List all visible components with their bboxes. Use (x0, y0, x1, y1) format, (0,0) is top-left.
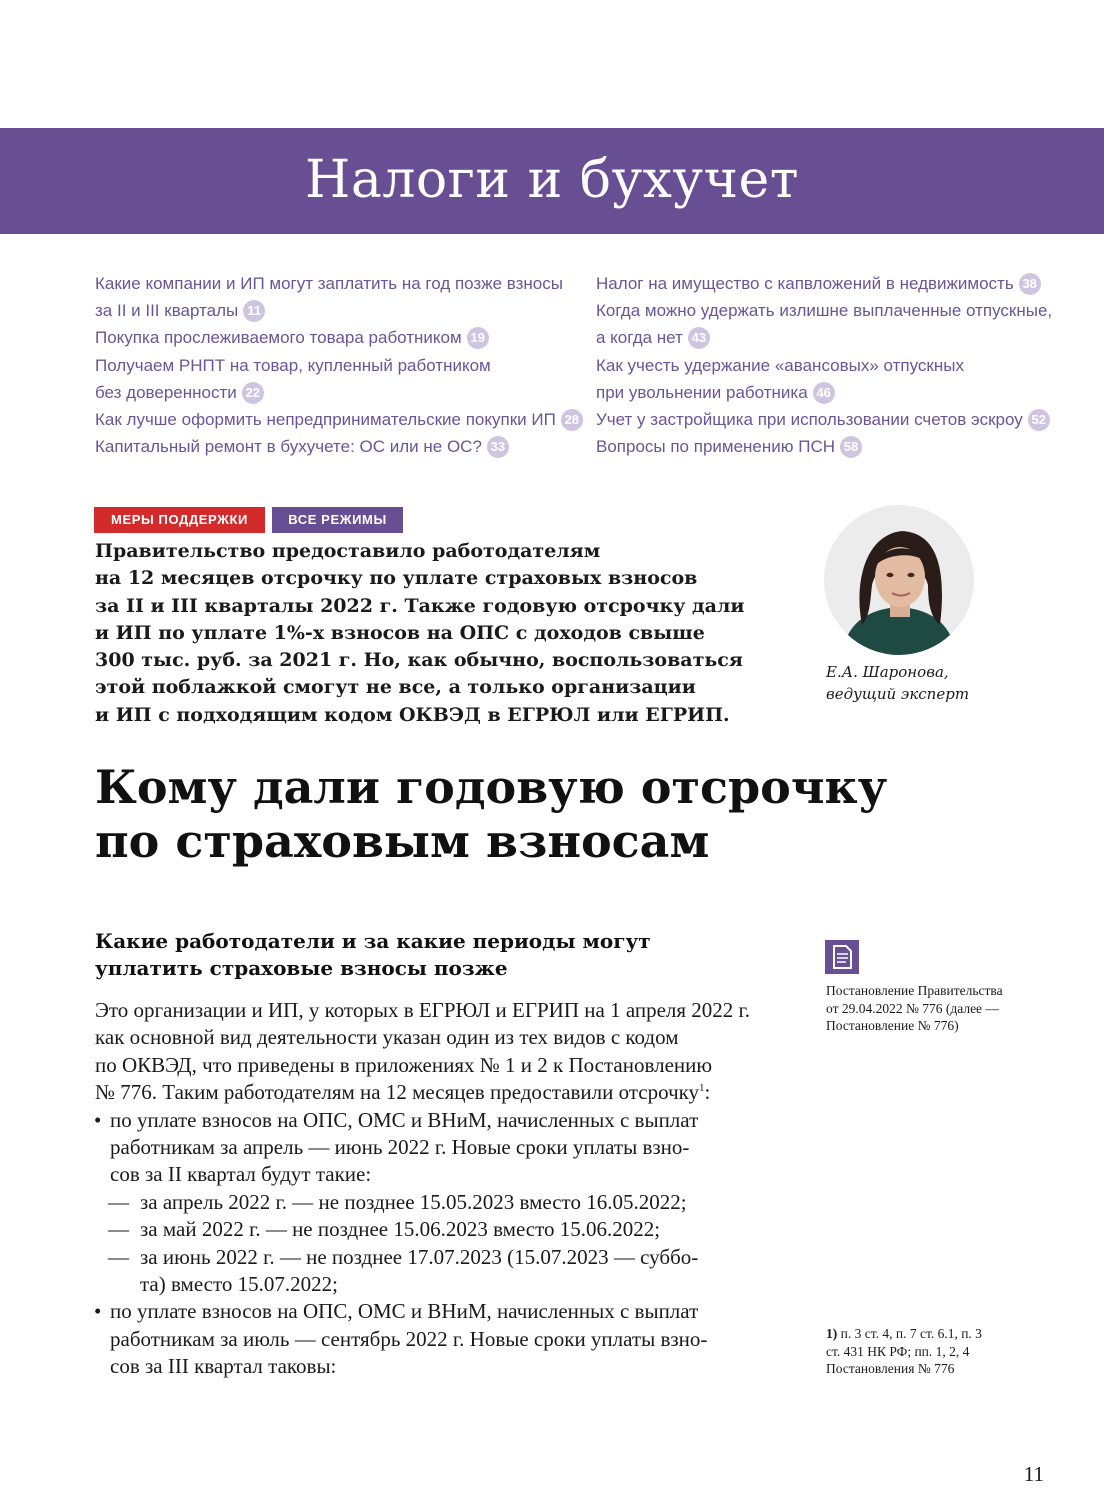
body-text: та) вместо 15.07.2022; (140, 1272, 338, 1297)
author-photo (824, 505, 974, 655)
toc-entry-line: Вопросы по применению ПСН (596, 437, 836, 457)
bullet-marker: • (94, 1107, 102, 1132)
body-line (95, 1271, 785, 1298)
body-text: по уплате взносов на ОПС, ОМС и ВНиМ, начисленных с выплат (110, 1299, 699, 1324)
page-number-badge: 33 (487, 436, 509, 458)
body-text: сов за III квартал таковы: (110, 1354, 337, 1379)
tag-support-measures: МЕРЫ ПОДДЕРЖКИ (94, 507, 265, 533)
page-number-badge: 28 (561, 409, 583, 431)
lead-line: 300 тыс. руб. за 2021 г. Но, как обычно, воспользоваться (95, 649, 743, 672)
author-caption (826, 661, 1046, 705)
body-text: № 776. Таким работодателям на 12 месяцев предоставили отсрочку (95, 1080, 700, 1105)
subheading-line: уплатить страховые взносы позже (95, 956, 508, 980)
body-text: за май 2022 г. — не позднее 15.06.2023 вместо 15.06.2022; (140, 1217, 661, 1242)
toc-entry-line: Как лучше оформить непредпринимательские покупки ИП (95, 410, 556, 430)
page-number: 11 (1023, 1462, 1044, 1486)
body-line (95, 1189, 785, 1216)
page-number-badge: 11 (243, 300, 265, 322)
footnote (826, 1325, 1036, 1378)
document-icon (825, 940, 859, 974)
body-text: работникам за июль — сентябрь 2022 г. Новые сроки уплаты взно- (110, 1326, 708, 1351)
body-line (95, 1298, 785, 1325)
body-text-tail: : (704, 1080, 711, 1105)
subheading-line: Какие работодатели и за какие периоды могут (95, 929, 651, 953)
table-of-contents-right (596, 270, 1056, 460)
author-portrait-image (824, 505, 974, 655)
toc-entry[interactable] (596, 270, 1056, 297)
author-name: Е.А. Шаронова, (826, 663, 949, 681)
footnote-number: 1) (826, 1326, 838, 1341)
toc-entry-line: а когда нет (596, 328, 683, 348)
toc-entry-line: Покупка прослеживаемого товара работником (95, 328, 462, 348)
section-banner (0, 128, 1104, 234)
lead-line: и ИП по уплате 1%-х взносов на ОПС с доходов свыше (95, 621, 705, 644)
section-title: Налоги и бухучет (304, 150, 800, 210)
lead-line: Правительство предоставило работодателям (95, 540, 601, 562)
body-text: работникам за апрель — июнь 2022 г. Новые сроки уплаты взно- (110, 1135, 690, 1160)
toc-entry-line: при увольнении работника (596, 382, 808, 402)
toc-entry-line: Капитальный ремонт в бухучете: ОС или не ОС? (95, 437, 482, 457)
bullet-marker: • (94, 1299, 102, 1324)
body-text: за апрель 2022 г. — не позднее 15.05.2023 вместо 16.05.2022; (140, 1189, 687, 1214)
lead-line: на 12 месяцев отсрочку по уплате страховых взносов (95, 567, 698, 590)
headline-line: по страховым взносам (95, 814, 710, 868)
body-line (95, 1216, 785, 1243)
tag-all-regimes: ВСЕ РЕЖИМЫ (272, 507, 403, 533)
headline-line: Кому дали годовую отсрочку (95, 760, 888, 814)
toc-entry-line: Учет у застройщика при использовании счетов эскроу (596, 410, 1023, 430)
toc-entry[interactable] (95, 433, 585, 460)
body-line (95, 1161, 785, 1188)
toc-entry-line: Налог на имущество с капвложений в недвижимость (596, 274, 1014, 293)
toc-entry-line: без доверенности (95, 382, 237, 402)
body-text: за июнь 2022 г. — не позднее 17.07.2023 (15.07.2023 — суббо- (140, 1244, 699, 1269)
toc-entry[interactable] (596, 352, 1056, 406)
table-of-contents-left (95, 270, 585, 460)
toc-entry[interactable] (596, 406, 1056, 433)
toc-entry-line: Получаем РНПТ на товар, купленный работником (95, 355, 491, 375)
toc-entry[interactable] (596, 433, 1056, 460)
side-note-line: Постановление Правительства (826, 983, 1003, 998)
side-note-line: от 29.04.2022 № 776 (далее — (826, 1000, 999, 1016)
toc-entry-line: Какие компании и ИП могут заплатить на год позже взносы (95, 274, 563, 293)
toc-entry-line: за II и III кварталы (95, 301, 239, 321)
footnote-ref[interactable]: 1 (699, 1082, 705, 1095)
side-note-line: Постановление № 776) (826, 1018, 959, 1033)
page-number-badge: 52 (1028, 409, 1050, 431)
page-number-badge: 38 (1019, 273, 1041, 295)
body-text: по уплате взносов на ОПС, ОМС и ВНиМ, начисленных с выплат (110, 1107, 699, 1132)
dash-marker: — (108, 1217, 129, 1242)
article-body (95, 997, 785, 1381)
lead-line: за II и III кварталы 2022 г. Также годовую отсрочку дали (95, 594, 745, 617)
footnote-line: п. 3 ст. 4, п. 7 ст. 6.1, п. 3 (837, 1326, 982, 1341)
body-text: сов за II квартал будут такие: (110, 1162, 372, 1187)
dash-marker: — (108, 1189, 129, 1214)
lead-paragraph (95, 538, 775, 729)
footnote-line: Постановления № 776 (826, 1361, 955, 1376)
dash-marker: — (108, 1244, 129, 1269)
page-number-badge: 58 (840, 436, 862, 458)
lead-line: этой поблажкой смогут не все, а только организации (95, 676, 696, 699)
lead-line: и ИП с подходящим кодом ОКВЭД в ЕГРЮЛ или ЕГРИП. (95, 703, 730, 726)
toc-entry[interactable] (95, 270, 585, 324)
body-line (95, 1024, 785, 1051)
section-subheading (95, 928, 795, 982)
body-text: по ОКВЭД, что приведены в приложениях № 1 и 2 к Постановлению (95, 1052, 713, 1077)
body-line (95, 1052, 785, 1079)
toc-entry[interactable] (596, 297, 1056, 351)
page-number-badge: 46 (813, 382, 835, 404)
page-number-badge: 22 (242, 382, 264, 404)
toc-entry[interactable] (95, 406, 585, 433)
body-line (95, 1107, 785, 1134)
toc-entry-line: Когда можно удержать излишне выплаченные отпускные, (596, 301, 1053, 321)
article-headline (95, 760, 915, 868)
toc-entry-line: Как учесть удержание «авансовых» отпускных (596, 355, 964, 375)
body-text: как основной вид деятельности указан один из тех видов с кодом (95, 1025, 679, 1050)
body-line (95, 997, 785, 1024)
body-text: Это организации и ИП, у которых в ЕГРЮЛ и ЕГРИП на 1 апреля 2022 г. (95, 998, 751, 1022)
page-number-badge: 19 (467, 327, 489, 349)
body-line (95, 1326, 785, 1353)
toc-entry[interactable] (95, 352, 585, 406)
body-line (95, 1353, 785, 1380)
author-role: ведущий эксперт (826, 685, 970, 703)
body-line (95, 1134, 785, 1161)
page-number-badge: 43 (688, 327, 710, 349)
body-line (95, 1244, 785, 1271)
body-line (95, 1079, 785, 1106)
toc-entry[interactable] (95, 324, 585, 351)
footnote-line: ст. 431 НК РФ; пп. 1, 2, 4 (826, 1343, 970, 1359)
side-note-reference (826, 982, 1046, 1035)
